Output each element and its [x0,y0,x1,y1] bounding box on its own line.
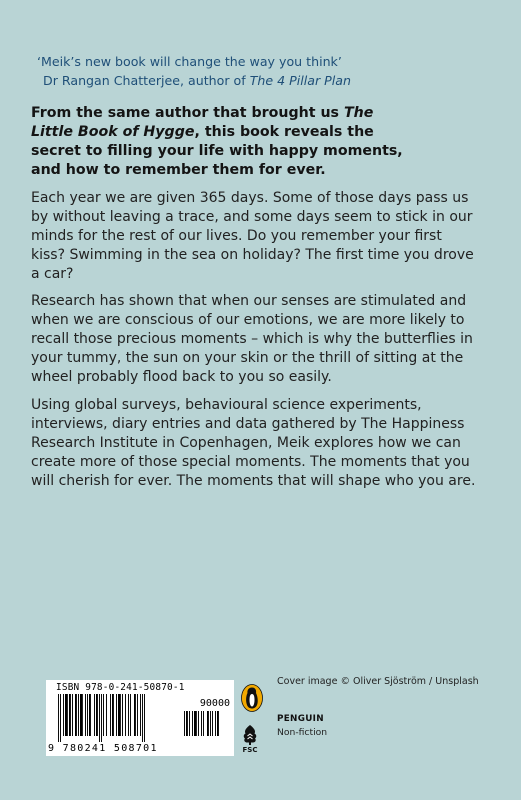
lead-blurb [31,104,403,180]
svg-text:FSC: FSC [242,746,258,753]
barcode-bars [58,694,180,742]
penguin-logo-icon [241,684,263,712]
price-code: 90000 [199,698,230,709]
lead-book-title: The Little Book of Hygge [31,105,374,140]
fsc-logo-icon [237,723,263,753]
barcode-digits: 9 780241 508701 [48,743,158,754]
paragraph-1: Each year we are given 365 days. Some of those days pass us by without leaving a trace, and some days seem to stick in our minds for the rest of our lives. Do you remember your first kiss? Swimming in the sea on holiday? The first time you drove a car? [31,190,474,282]
lead-part2: , this book reveals the secret to filling your life with happy moments, and how to remember them for ever. [31,124,403,178]
imprint-label: Non-fiction [277,727,328,738]
paragraph-2: Research has shown that when our senses are stimulated and when we are conscious of our emotions, we are more likely to recall those precious moments – which is why the butterflies in your tummy, the sun on your skin or the thrill of sitting at the wheel probably flood back to you so easily. [31,293,473,385]
paragraph-3: Using global surveys, behavioural science experiments, interviews, diary entries and data gathered by The Happiness Research Institute in Copenhagen, Meik explores how we can create more of those special moments. The moments that you will cherish for ever. The moments that will shape who you are. [31,397,476,489]
lead-part1: From the same author that brought us [31,105,344,121]
publisher-name: PENGUIN [277,714,324,724]
isbn: ISBN 978-0-241-50870-1 [56,682,185,693]
attribution-book-title: The 4 Pillar Plan [249,73,351,88]
barcode [46,680,234,756]
barcode-addon-bars [184,711,228,742]
endorsement-quote [37,52,497,90]
quote-attribution [37,71,497,90]
cover-image-credit: Cover image © Oliver Sjöström / Unsplash [277,676,479,687]
quote-text: ‘Meik’s new book will change the way you think’ [37,54,342,69]
attribution-prefix: Dr Rangan Chatterjee, author of [43,73,250,88]
